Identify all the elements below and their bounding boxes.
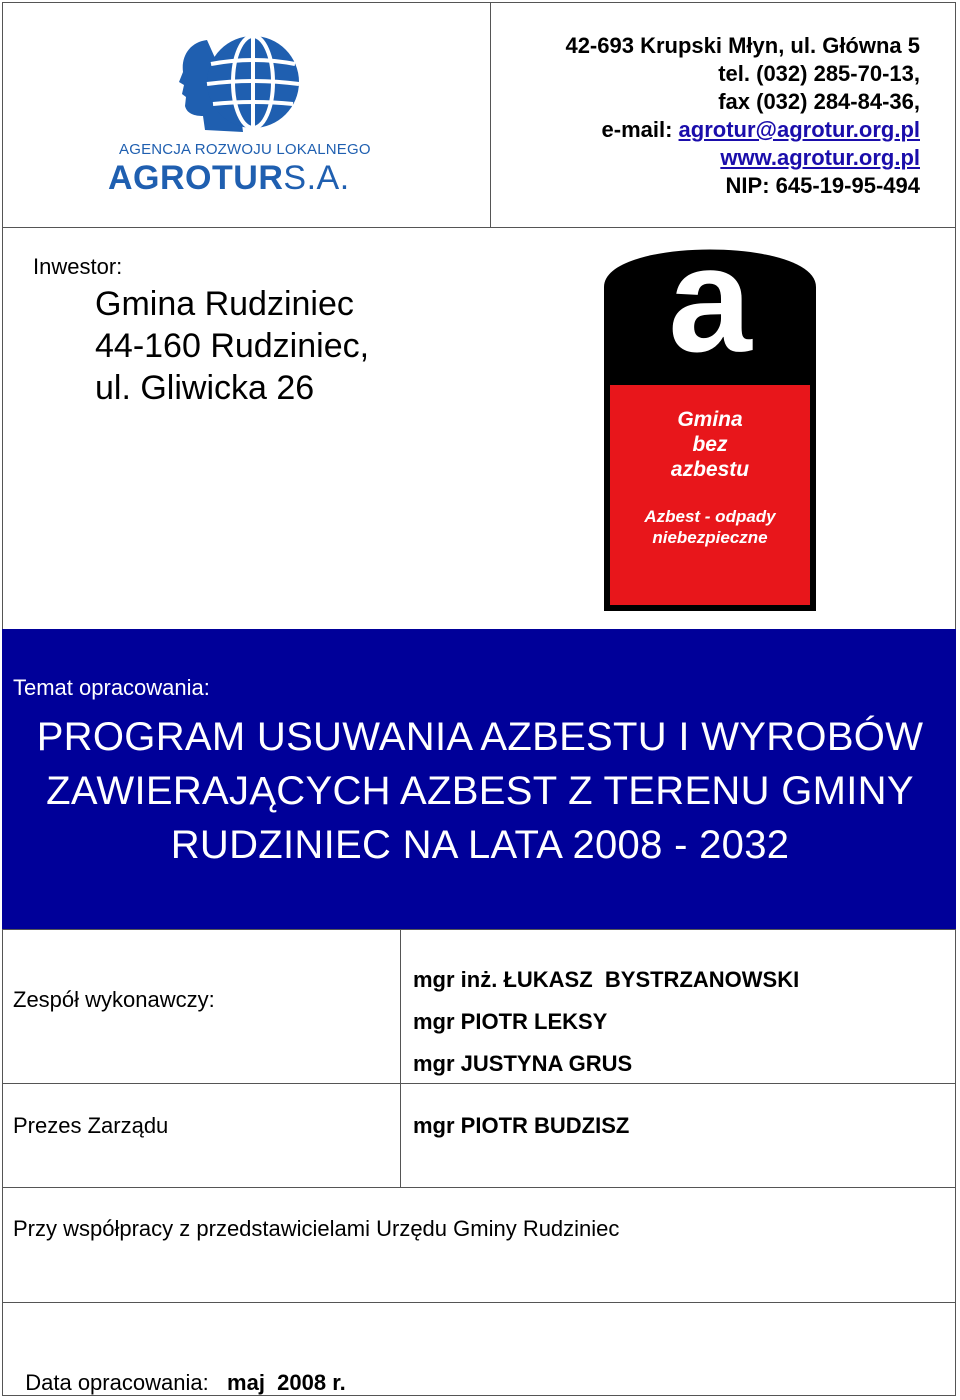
badge-warning: [604, 506, 816, 548]
divider: [400, 929, 401, 1187]
nip: NIP: 645-19-95-494: [725, 173, 920, 198]
divider: [2, 1187, 956, 1188]
logo-tagline: AGENCJA ROZWOJU LOKALNEGO: [119, 141, 371, 158]
badge-title: [604, 407, 816, 482]
website-line: [492, 144, 920, 172]
phone: tel. (032) 285-70-13,: [718, 61, 920, 86]
investor-name: Gmina Rudziniec: [95, 285, 354, 323]
badge-line-bez: bez: [692, 433, 728, 456]
badge-line-azbestu: azbestu: [670, 458, 750, 481]
asbestos-free-badge: [604, 215, 816, 611]
divider: [2, 929, 956, 930]
team-label: Zespół wykonawczy:: [13, 987, 215, 1012]
divider: [2, 1302, 956, 1303]
fax: fax (032) 284-84-36,: [718, 89, 920, 114]
date-line: [13, 1344, 346, 1396]
badge-line-gmina: Gmina: [677, 408, 743, 431]
team-member: mgr PIOTR LEKSY: [413, 1009, 608, 1034]
team-member: mgr inż. ŁUKASZ BYSTRZANOWSKI: [413, 967, 800, 992]
badge-warn-line2: niebezpieczne: [652, 528, 768, 547]
email-label: e-mail:: [601, 117, 679, 142]
cooperation-note: Przy współpracy z przedstawicielami Urzędu Gminy Rudziniec: [13, 1216, 620, 1241]
investor-street: ul. Gliwicka 26: [95, 369, 315, 407]
board-label: Prezes Zarządu: [13, 1113, 169, 1138]
logo-wordmark: [108, 159, 350, 198]
email-line: [492, 116, 920, 144]
address: 42-693 Krupski Młyn, ul. Główna 5: [565, 33, 920, 58]
date-value: maj 2008 r.: [227, 1370, 346, 1395]
team-member: mgr JUSTYNA GRUS: [413, 1051, 633, 1076]
contact-block: [492, 32, 920, 200]
website-link[interactable]: www.agrotur.org.pl: [720, 145, 920, 170]
logo-suffix: S.A.: [283, 159, 350, 197]
investor-address: [95, 283, 369, 409]
badge-warn-line1: Azbest - odpady: [644, 507, 776, 526]
topic-line2: ZAWIERAJĄCYCH AZBEST Z TERENU GMINY: [46, 769, 914, 813]
divider: [490, 2, 491, 227]
topic-title: [14, 710, 946, 872]
topic-line3: RUDZINIEC NA LATA 2008 - 2032: [170, 823, 790, 867]
date-label: Data opracowania:: [25, 1370, 209, 1395]
investor-postcode: 44-160 Rudziniec,: [95, 327, 370, 365]
agrotur-logo: [95, 28, 398, 204]
topic-label: Temat opracowania:: [13, 675, 210, 700]
topic-line1: PROGRAM USUWANIA AZBESTU I WYROBÓW: [36, 715, 924, 759]
investor-label: Inwestor:: [33, 254, 123, 279]
logo-brand: AGROTUR: [108, 159, 284, 197]
board-member: mgr PIOTR BUDZISZ: [413, 1113, 630, 1138]
team-members: [413, 959, 799, 1085]
badge-letter: a: [668, 215, 752, 383]
email-link[interactable]: agrotur@agrotur.org.pl: [678, 117, 920, 142]
